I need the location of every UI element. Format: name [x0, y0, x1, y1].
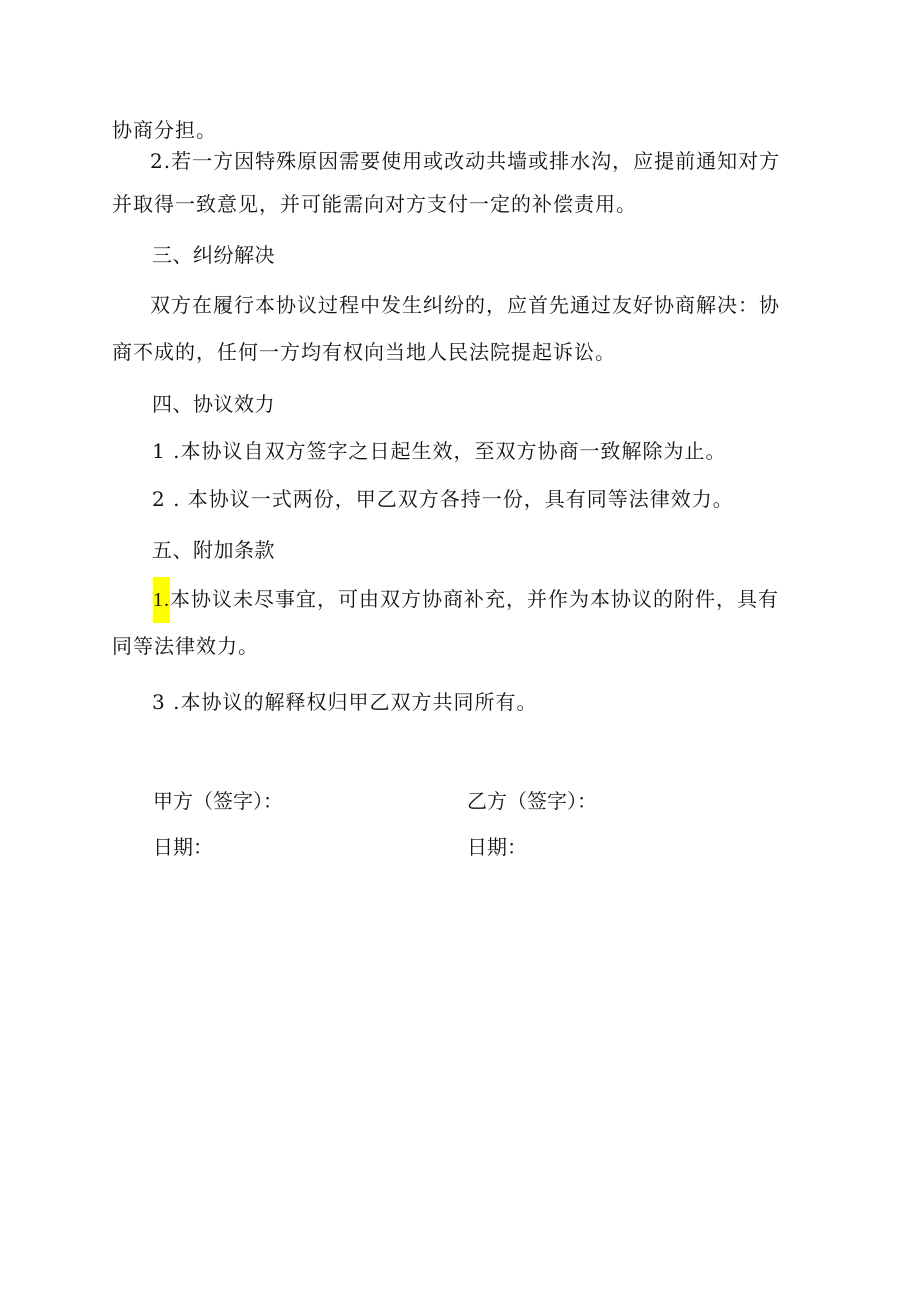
party-a-signature-label: 甲方（签字）： — [153, 789, 283, 813]
section5-item1-line2: 同等法律效力。 — [112, 634, 259, 658]
section5-item1-line1-text: 本协议未尽事宜，可由双方协商补充，并作为本协议的附件，具有 — [170, 587, 779, 611]
section3-line2: 商不成的，任何一方均有权向当地人民法院提起诉讼。 — [112, 340, 616, 364]
clause2-item2-line1: 2.若一方因特殊原因需要使用或改动共墙或排水沟，应提前通知对方 — [150, 149, 781, 173]
section5-heading: 五、附加条款 — [152, 538, 275, 562]
party-b-signature-label: 乙方（签字）： — [467, 789, 597, 813]
highlighted-item-number: 1. — [153, 577, 170, 623]
section5-item3: 3 .本协议的解释权归甲乙双方共同所有。 — [152, 690, 538, 714]
section4-item1: 1 .本协议自双方签字之日起生效，至双方协商一致解除为止。 — [152, 439, 727, 463]
section4-item2: 2 . 本协议一式两份，甲乙双方各持一份，具有同等法律效力。 — [152, 487, 734, 511]
clause2-end-line: 协商分担。 — [112, 118, 217, 142]
party-a-date-label: 日期： — [153, 835, 213, 859]
section4-heading: 四、协议效力 — [152, 392, 275, 416]
clause2-item2-line2: 并取得一致意见，并可能需向对方支付一定的补偿责用。 — [112, 192, 637, 216]
section3-heading: 三、纠纷解决 — [152, 243, 275, 267]
section3-line1: 双方在履行本协议过程中发生纠纷的，应首先通过友好协商解决：协 — [150, 293, 780, 317]
section5-item1-line1 — [153, 586, 779, 613]
party-b-date-label: 日期： — [467, 835, 527, 859]
